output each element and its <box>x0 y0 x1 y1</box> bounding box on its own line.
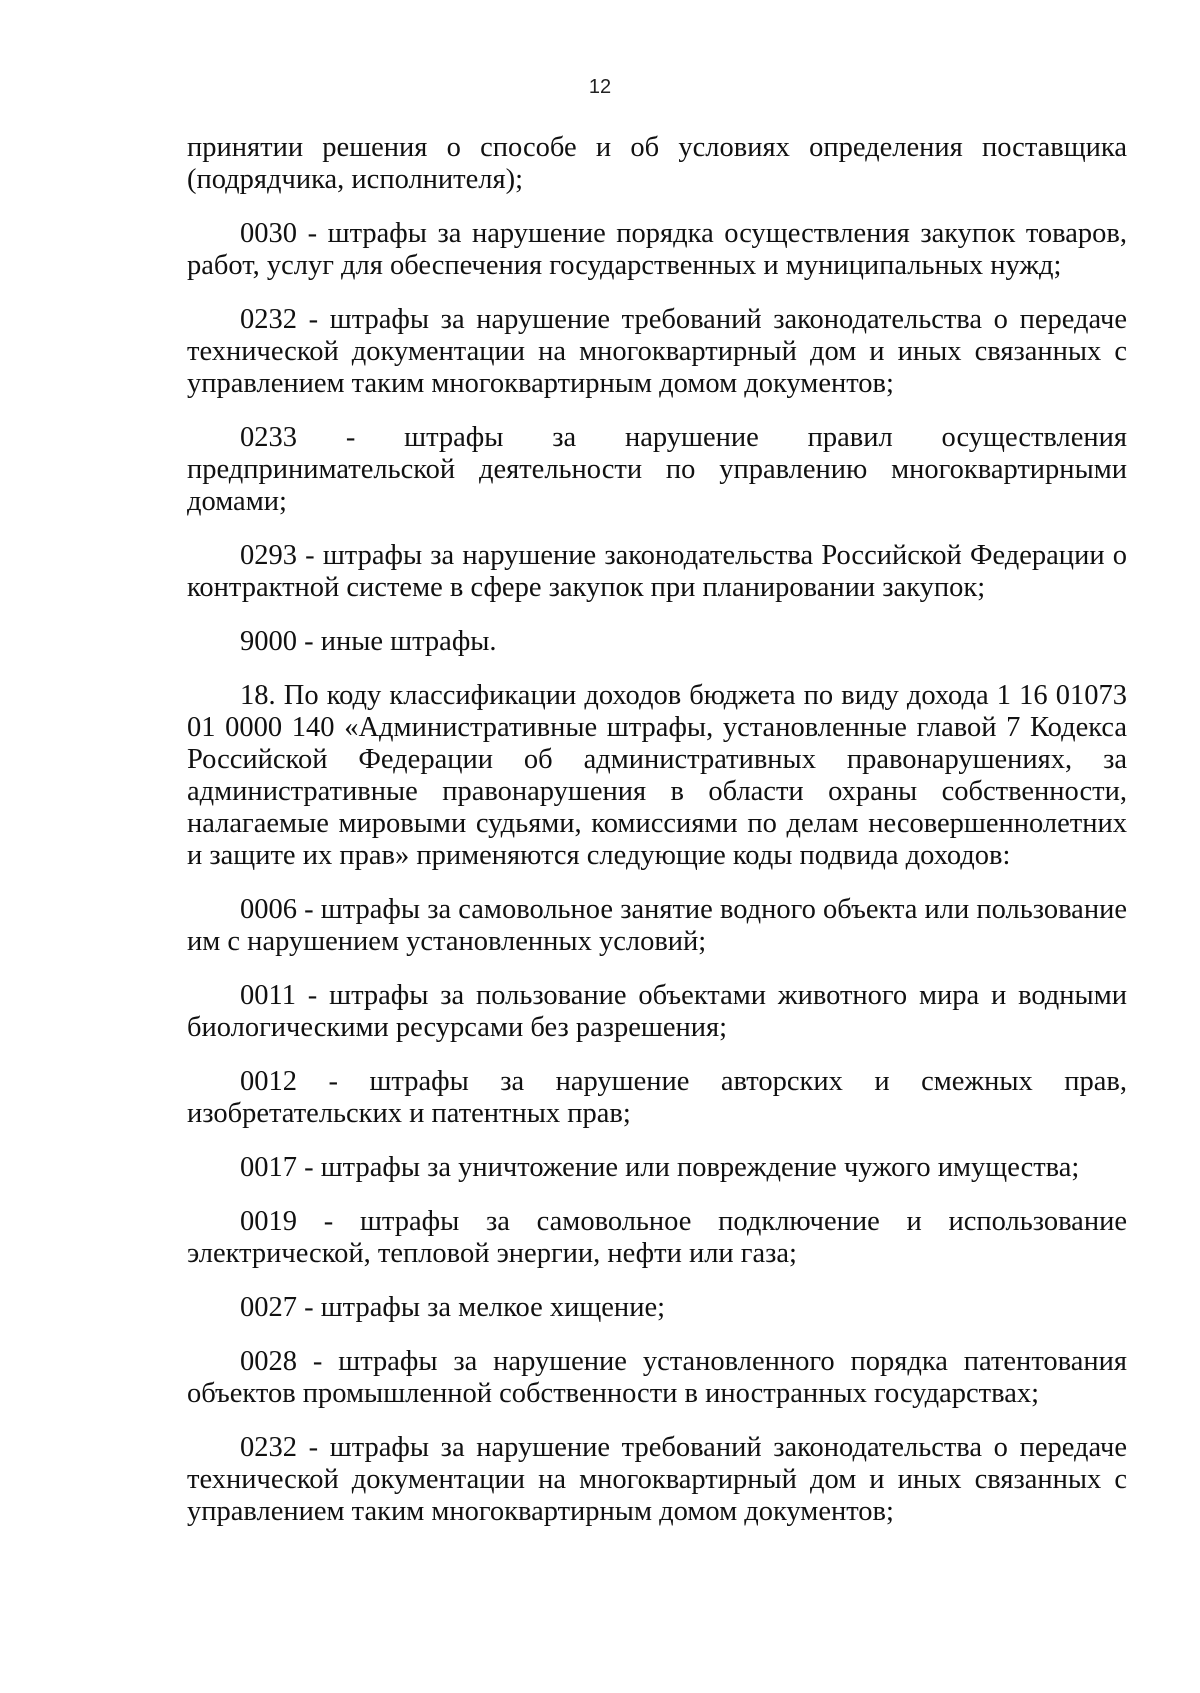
document-body <box>187 132 1127 1550</box>
paragraph-code-0293: 0293 - штрафы за нарушение законодательства Российской Федерации о контрактной системе в сфере закупок при планировании закупок; <box>187 540 1127 603</box>
paragraph-code-0006: 0006 - штрафы за самовольное занятие водного объекта или пользование им с нарушением установленных условий; <box>187 894 1127 957</box>
paragraph-code-0011: 0011 - штрафы за пользование объектами животного мира и водными биологическими ресурсами без разрешения; <box>187 980 1127 1043</box>
paragraph-code-9000: 9000 - иные штрафы. <box>240 626 497 657</box>
paragraph-code-0232-second: 0232 - штрафы за нарушение требований законодательства о передаче технической документации на многоквартирный дом и иных связанных с управлением таким многоквартирным домом документов; <box>187 1432 1127 1527</box>
paragraph-continuation: принятии решения о способе и об условиях определения поставщика (подрядчика, исполнителя); <box>187 132 1127 195</box>
paragraph-code-0232: 0232 - штрафы за нарушение требований законодательства о передаче технической документации на многоквартирный дом и иных связанных с управлением таким многоквартирным домом документов; <box>187 304 1127 399</box>
paragraph-code-0017: 0017 - штрафы за уничтожение или повреждение чужого имущества; <box>240 1152 1080 1183</box>
paragraph-code-0030: 0030 - штрафы за нарушение порядка осуществления закупок товаров, работ, услуг для обеспечения государственных и муниципальных нужд; <box>187 218 1127 281</box>
paragraph-item-18: 18. По коду классификации доходов бюджета по виду дохода 1 16 01073 01 0000 140 «Административные штрафы, установленные главой 7 Кодекса Российской Федерации об административных правонарушениях, за административные правонарушения в области охраны собственности, налагаемые мировыми судьями, комиссиями по делам несовершеннолетних и защите их прав» применяются следующие коды подвида доходов: <box>187 680 1127 871</box>
paragraph-code-0027: 0027 - штрафы за мелкое хищение; <box>240 1292 666 1323</box>
paragraph-code-0012: 0012 - штрафы за нарушение авторских и смежных прав, изобретательских и патентных прав; <box>187 1066 1127 1129</box>
paragraph-code-0233: 0233 - штрафы за нарушение правил осуществления предпринимательской деятельности по управлению многоквартирными домами; <box>187 422 1127 517</box>
paragraph-code-0019: 0019 - штрафы за самовольное подключение и использование электрической, тепловой энергии, нефти или газа; <box>187 1206 1127 1269</box>
paragraph-code-0028: 0028 - штрафы за нарушение установленного порядка патентования объектов промышленной собственности в иностранных государствах; <box>187 1346 1127 1409</box>
page-number: 12 <box>588 76 612 98</box>
